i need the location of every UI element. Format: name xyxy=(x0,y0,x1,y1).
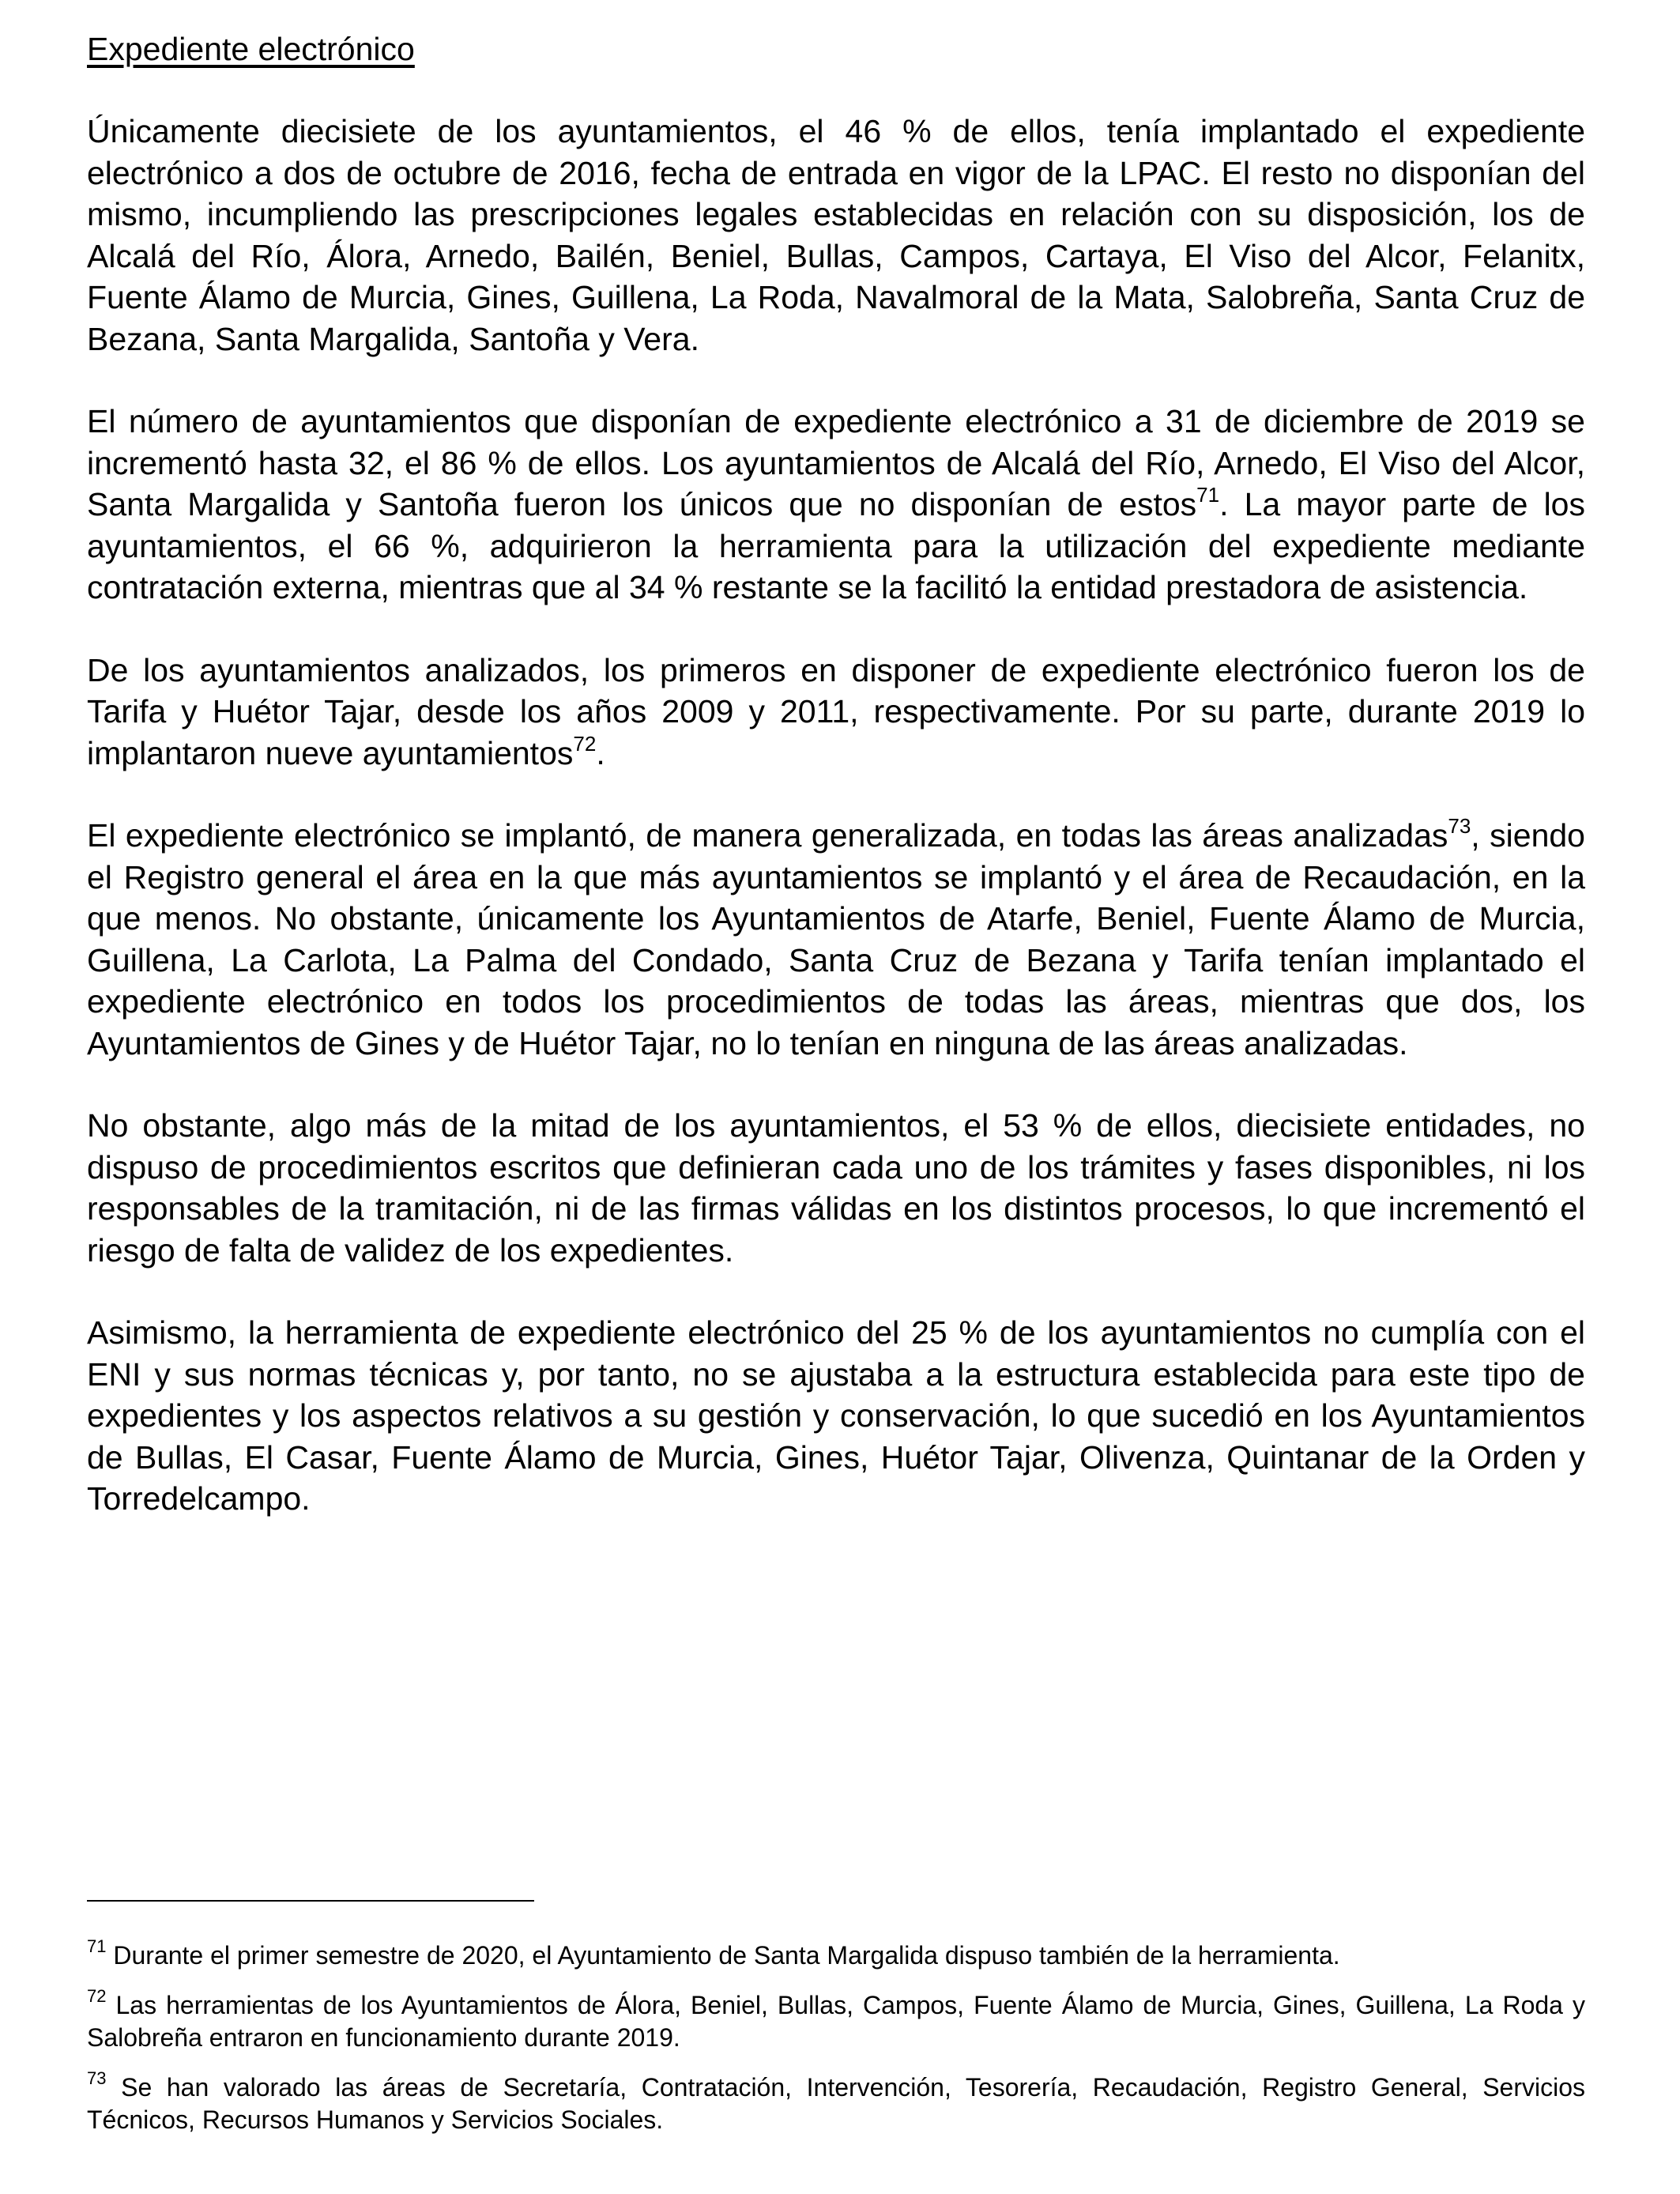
paragraph-2 xyxy=(87,401,1585,609)
paragraph-3-text-b: . xyxy=(596,734,605,771)
footnote-71 xyxy=(87,1936,1585,1972)
paragraph-1-text: Únicamente diecisiete de los ayuntamientos, el 46 % de ellos, tenía implantado el expediente electrónico a dos de octubre de 2016, fecha de entrada en vigor de la LPAC. El resto no disponían del mismo, incumpliendo las prescripciones legales establecidas en relación con su disposición, los de Alcalá del Río, Álora, Arnedo, Bailén, Beniel, Bullas, Campos, Cartaya, El Viso del Alcor, Felanitx, Fuente Álamo de Murcia, Gines, Guillena, La Roda, Navalmoral de la Mata, Salobreña, Santa Cruz de Bezana, Santa Margalida, Santoña y Vera. xyxy=(87,113,1585,357)
paragraph-5-text: No obstante, algo más de la mitad de los ayuntamientos, el 53 % de ellos, diecisiete entidades, no dispuso de procedimientos escritos que definieran cada uno de los trámites y fases disponibles, ni los responsables de la tramitación, ni de las firmas válidas en los distintos procesos, lo que incrementó el riesgo de falta de validez de los expedientes. xyxy=(87,1107,1585,1269)
paragraph-4 xyxy=(87,815,1585,1064)
paragraph-3-text-a: De los ayuntamientos analizados, los primeros en disponer de expediente electrónico fueron los de Tarifa y Huétor Tajar, desde los años 2009 y 2011, respectivamente. Por su parte, durante 2019 lo implantaron nueve ayuntamientos xyxy=(87,651,1585,771)
document-body xyxy=(87,28,1585,1561)
footnote-ref-71[interactable]: 71 xyxy=(1196,483,1220,507)
footnote-text: Las herramientas de los Ayuntamientos de Álora, Beniel, Bullas, Campos, Fuente Álamo de Murcia, Gines, Guillena, La Roda y Salobreña entraron en funcionamiento durante 2019. xyxy=(87,1991,1585,2052)
footnote-ref-73[interactable]: 73 xyxy=(1448,814,1471,839)
section-heading: Expediente electrónico xyxy=(87,31,415,67)
paragraph-1 xyxy=(87,111,1585,360)
footnote-text: Durante el primer semestre de 2020, el Ayuntamiento de Santa Margalida dispuso también de la herramienta. xyxy=(106,1941,1340,1970)
paragraph-2-text-b: . La mayor parte de los ayuntamientos, el 66 %, adquirieron la herramienta para la utilización del expediente mediante contratación externa, mientras que al 34 % restante se la facilitó la entidad prestadora de asistencia. xyxy=(87,486,1585,605)
footnote-number: 72 xyxy=(87,1986,107,2007)
footnote-separator xyxy=(87,1900,534,1902)
footnote-73 xyxy=(87,2068,1585,2136)
paragraph-4-text-a: El expediente electrónico se implantó, de manera generalizada, en todas las áreas analizadas xyxy=(87,817,1448,854)
footnote-72 xyxy=(87,1986,1585,2054)
footnote-number: 73 xyxy=(87,2068,107,2089)
paragraph-6 xyxy=(87,1312,1585,1520)
paragraph-6-text: Asimismo, la herramienta de expediente electrónico del 25 % de los ayuntamientos no cumplía con el ENI y sus normas técnicas y, por tanto, no se ajustaba a la estructura establecida para este tipo de expedientes y los aspectos relativos a su gestión y conservación, lo que sucedió en los Ayuntamientos de Bullas, El Casar, Fuente Álamo de Murcia, Gines, Huétor Tajar, Olivenza, Quintanar de la Orden y Torredelcampo. xyxy=(87,1314,1585,1517)
footnote-ref-72[interactable]: 72 xyxy=(573,731,597,756)
footnote-number: 71 xyxy=(87,1936,107,1957)
footnotes-section xyxy=(87,1900,1585,2154)
paragraph-4-text-b: , siendo el Registro general el área en la que más ayuntamientos se implantó y el área de Recaudación, en la que menos. No obstante, únicamente los Ayuntamientos de Atarfe, Beniel, Fuente Álamo de Murcia, Guillena, La Carlota, La Palma del Condado, Santa Cruz de Bezana y Tarifa tenían implantado el expediente electrónico en todos los procedimientos de todas las áreas, mientras que dos, los Ayuntamientos de Gines y de Huétor Tajar, no lo tenían en ninguna de las áreas analizadas. xyxy=(87,817,1585,1061)
paragraph-5 xyxy=(87,1105,1585,1271)
paragraph-2-text-a: El número de ayuntamientos que disponían de expediente electrónico a 31 de diciembre de 2019 se incrementó hasta 32, el 86 % de ellos. Los ayuntamientos de Alcalá del Río, Arnedo, El Viso del Alcor, Santa Margalida y Santoña fueron los únicos que no disponían de estos xyxy=(87,403,1585,522)
paragraph-3 xyxy=(87,650,1585,775)
footnote-text: Se han valorado las áreas de Secretaría, Contratación, Intervención, Tesorería, Recaudación, Registro General, Servicios Técnicos, Recursos Humanos y Servicios Sociales. xyxy=(87,2073,1585,2134)
